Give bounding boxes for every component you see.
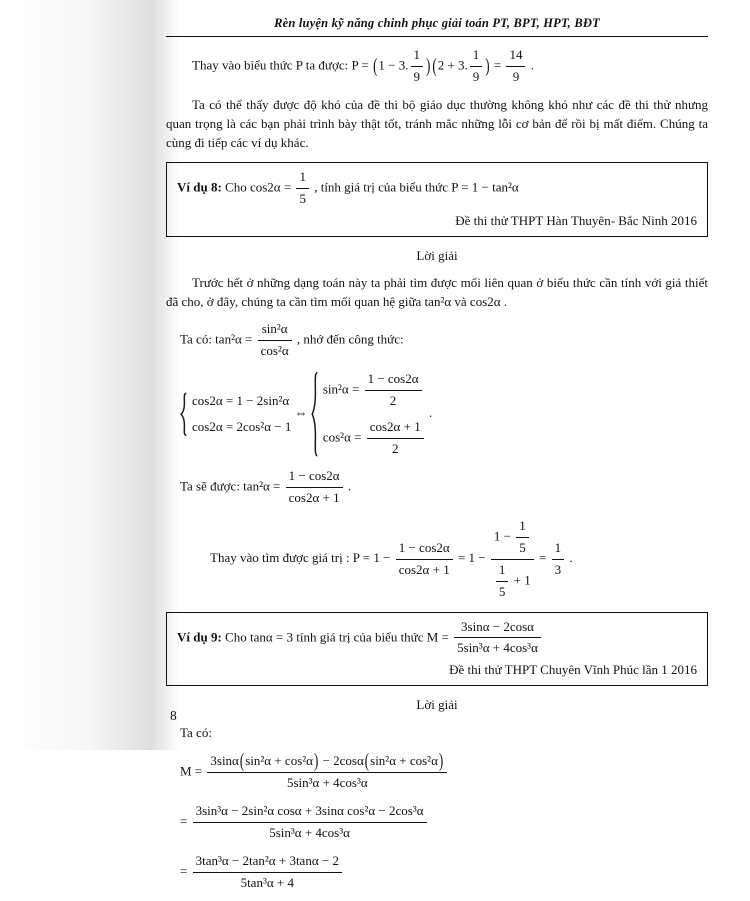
example9-statement: Ví dụ 9: Cho tanα = 3 tính giá trị của biểu thức M = $\frac{3\sin\alpha - 2\cos\alpha}{\text{5sin³α + 4cos³α}}$ [177,618,697,659]
formula-m-step-1: M = $\frac{\text{3sinα(sin²α + cos²α) − 2cosα(sin²α + cos²α)}}{\text{5sin³α + 4cos³α}}$ [180,752,708,793]
page-edge-shadow [0,0,180,750]
numerator: 1 − cos2α [396,539,453,560]
fraction [516,517,529,558]
denominator: 3 [554,561,562,577]
numerator: 1 [496,561,509,582]
big-paren: ( [373,53,378,77]
fraction [506,46,525,87]
fraction [496,561,509,602]
solution-label-1: Lời giải [416,247,458,263]
numerator: 1 − cos2α [286,467,343,488]
equation-system-rows [323,370,426,458]
denominator: 5 [519,540,526,555]
formula-tan-identity: Ta có: tan²α = $\frac{\text{sin²α}}{\text{cos²α}}$ , nhớ đến công thức: [180,320,708,361]
ta-co-label: Ta có: [180,724,212,740]
curly-brace-icon [180,392,188,437]
denominator: 9 [512,68,520,84]
equation-system [311,370,426,458]
big-paren: ) [426,53,431,77]
denominator: 9 [413,68,420,84]
formula-tan-result: Ta sẽ được: tan²α = $\frac{1 - \cos 2\alpha}{\cos 2\alpha + 1}$ . [180,467,708,508]
denominator: 5sin³α + 4cos³α [269,824,350,840]
curly-brace-icon [311,370,319,458]
bold-label: Ví dụ 8: [177,179,222,195]
formula-evaluate-p: Thay vào tìm được giá trị : P = 1 − $\frac{1 - \cos 2\alpha}{\cos 2\alpha + 1}$ = 1 − 1 − $\frac{1}{5}$ $\frac{1}{5}$ + 1 = $\frac{1}{3}$ . [210,517,708,601]
numerator: sin²α [258,320,292,341]
numerator: 3sinα − 2cosα [454,618,541,639]
fraction [491,517,534,601]
big-paren: ( [364,748,370,772]
denominator: 9 [472,68,480,84]
formula-m-step-3: = $\frac{\text{3tan³α − 2tan²α + 3tanα − 2}}{\text{5tan³α + 4}}$ [180,852,708,893]
numerator: 1 − $\frac{1}{5}$ [491,517,534,560]
denominator: 2 [391,440,399,456]
equation-row: cos2α = 2cos²α − 1 [192,418,292,434]
fraction [454,618,541,659]
numerator: 1 − cos2α [365,370,422,391]
equation-row: cos²α = $\frac{\cos 2\alpha + 1}{2}$ [323,418,426,459]
denominator: 5 [299,191,306,207]
fraction [193,802,427,843]
fraction [396,539,453,580]
fraction [411,46,424,87]
example9-box [166,612,708,687]
denominator: 5sin³α + 4cos³α [286,775,368,791]
denominator: 2 [389,392,397,408]
equation-system-rows [192,392,291,437]
denominator: cos2α + 1 [288,490,340,506]
fraction [258,320,292,361]
numerator: 3sinα(sin²α + cos²α) − 2cosα(sin²α + cos²α) [207,752,447,773]
equation-row: sin²α = $\frac{1 - \cos 2\alpha}{2}$ [323,370,426,411]
equation-system [180,392,291,437]
numerator: 3sin³α − 2sin²α cosα + 3sinα cos²α − 2cos³α [193,802,427,823]
example8-box [166,162,708,237]
denominator: cos²α [260,343,289,359]
big-paren: ) [313,748,319,772]
numerator: 14 [506,46,525,67]
denominator: $\frac{1}{5}$ + 1 [491,560,534,602]
fraction [193,852,342,893]
formula-m-step-2: = $\frac{\text{3sin³α − 2sin²α cosα + 3sinα cos²α − 2cos³α}}{\text{5sin³α + 4cos³α}}$ [180,802,708,843]
fraction [207,748,447,793]
running-header: Rèn luyện kỹ năng chinh phục giải toán PT, BPT, HPT, BĐT [166,14,708,37]
fraction [296,168,309,209]
equation-row: cos2α = 1 − 2sin²α [192,392,290,408]
fraction [470,46,483,87]
denominator: 5tan³α + 4 [240,874,294,890]
big-paren: ) [485,53,490,77]
numerator: 1 [411,46,424,67]
numerator: cos2α + 1 [367,418,424,439]
numerator: 1 [552,539,565,560]
paragraph-commentary: Ta có thể thấy được độ khó của đề thi bộ giáo dục thường không khó như các đề thi thử nhưng quan trọng là các bạn phải trình bày thật tốt, tránh mắc những lỗi cơ bản để rồi bị mất điểm. Chúng ta cùng đi tiếp các ví dụ khác. [166,96,708,150]
fraction [552,539,565,580]
page-content [166,14,708,901]
example9-source: Đề thi thử THPT Chuyên Vĩnh Phúc lần 1 2016 [449,662,697,678]
paragraph-approach: Trước hết ở những dạng toán này ta phải tìm được mối liên quan ở biểu thức cần tính với giả thiết đã cho, ở đây, chúng ta cần tìm mối quan hệ giữa tan²α và cos2α . [166,274,708,309]
page-number: 8 [170,708,177,723]
solution-label-2: Lời giải [416,697,458,713]
fraction [286,467,343,508]
example8-source: Đề thi thử THPT Hàn Thuyên- Bắc Ninh 2016 [455,213,697,229]
denominator: 5sin³α + 4cos³α [457,640,538,656]
big-paren: ( [239,748,245,772]
big-paren: ) [438,748,444,772]
formula-double-angle-cases: cos2α = 1 − 2sin²α cos2α = 2cos²α − 1 ⇔ sin²α = $\frac{1 - \cos 2\alpha}{2}$ cos²α = $\frac{\cos 2\alpha + 1}{2}$ . [180,370,708,458]
denominator: cos2α + 1 [398,561,450,577]
numerator: 1 [470,46,483,67]
bold-label: Ví dụ 9: [177,628,222,644]
example8-statement: Ví dụ 8: Cho cos2α = $\frac{1}{5}$ , tính giá trị của biểu thức P = 1 − tan²α [177,168,697,209]
fraction [367,418,424,459]
fraction [365,370,422,411]
numerator: 1 [516,517,529,538]
numerator: 1 [296,168,309,189]
big-paren: ( [432,53,437,77]
numerator: 3tan³α − 2tan²α + 3tanα − 2 [193,852,342,873]
denominator: 5 [498,583,506,599]
formula-substitute-p: Thay vào biểu thức P ta được: P = (1 − 3. $\frac{1}{9}$ ) (2 + 3. $\frac{1}{9}$ ) = $\frac{14}{9}$ . [192,46,708,87]
